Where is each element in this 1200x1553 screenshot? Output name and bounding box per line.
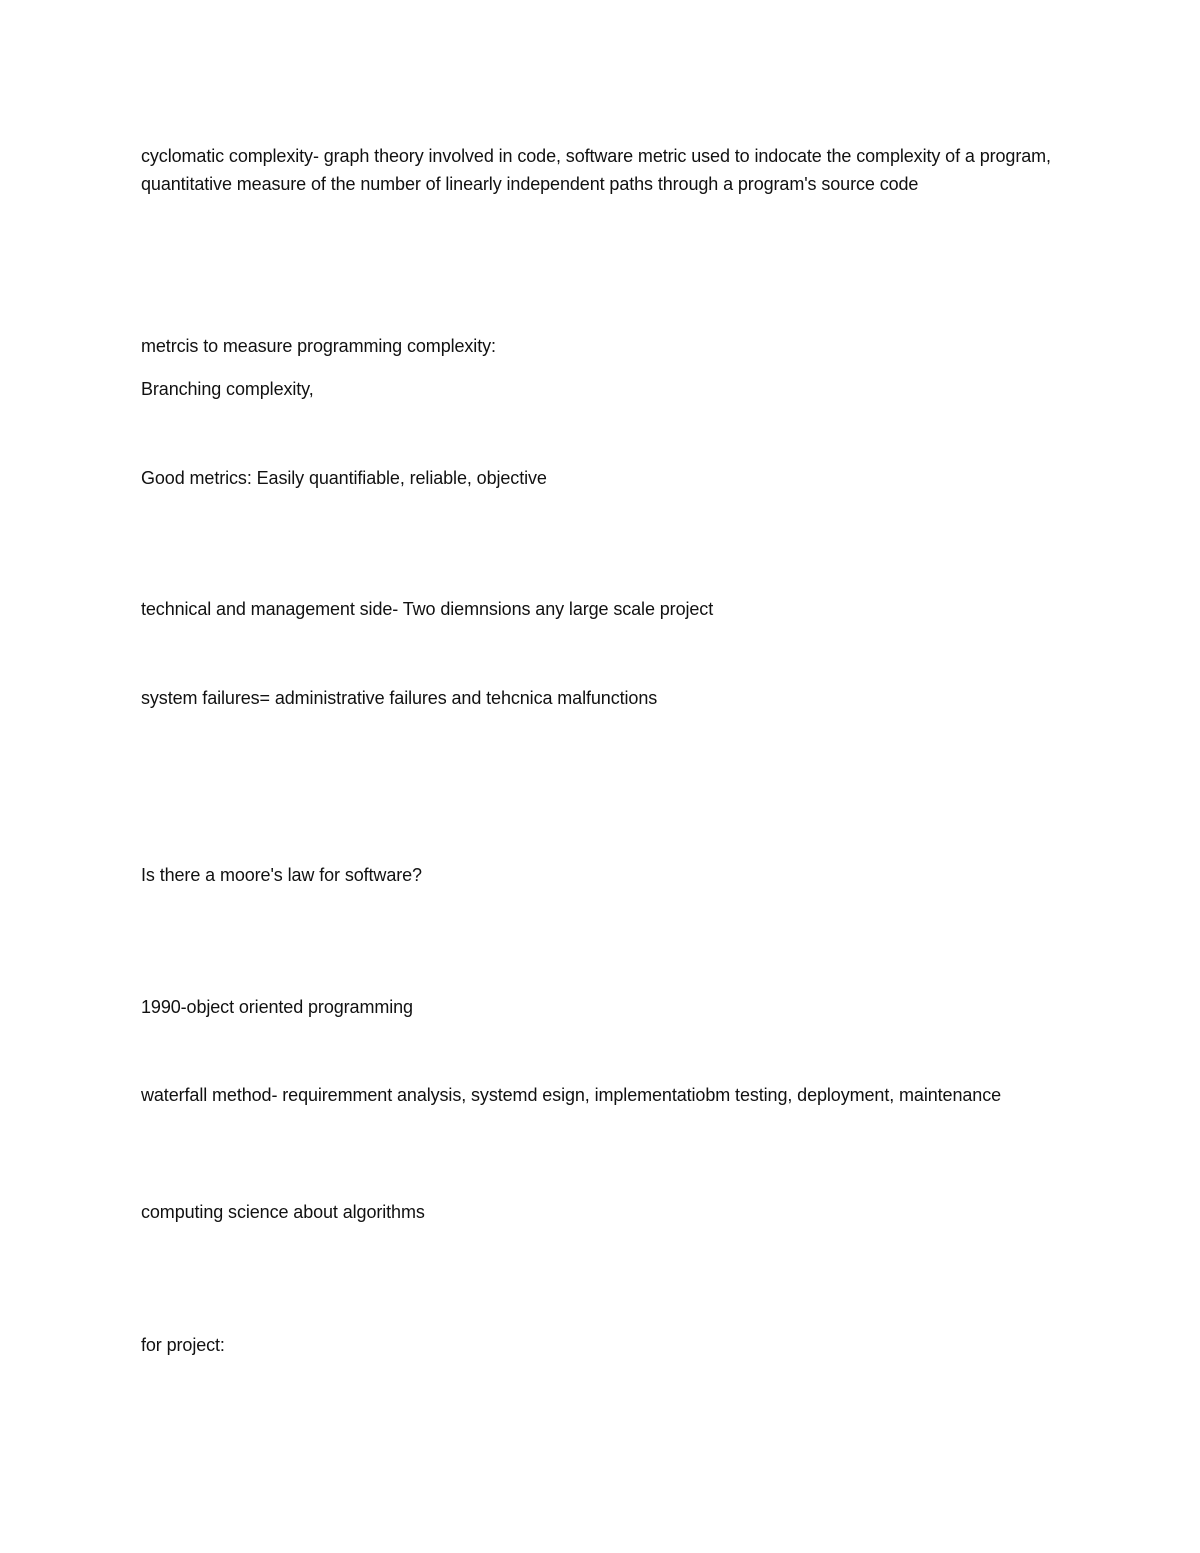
paragraph-good-metrics: Good metrics: Easily quantifiable, reliable, objective	[141, 468, 547, 488]
paragraph-cyclomatic-complexity: cyclomatic complexity- graph theory involved in code, software metric used to indocate the complexity of a program, quantitative measure of the number of linearly independent paths through a program's source code	[141, 146, 1051, 194]
paragraph-branching-complexity: Branching complexity,	[141, 379, 314, 399]
paragraph-waterfall-method: waterfall method- requiremment analysis, systemd esign, implementatiobm testing, deployment, maintenance	[141, 1085, 1002, 1105]
paragraph-computing-science: computing science about algorithms	[141, 1202, 425, 1222]
paragraph-metrics-heading: metrcis to measure programming complexity:	[141, 336, 496, 356]
paragraph-moores-law: Is there a moore's law for software?	[141, 865, 422, 885]
paragraph-oop-1990: 1990-object oriented programming	[141, 997, 413, 1017]
paragraph-for-project: for project:	[141, 1335, 225, 1355]
paragraph-system-failures: system failures= administrative failures and tehcnica malfunctions	[141, 688, 658, 708]
paragraph-technical-management: technical and management side- Two diemnsions any large scale project	[141, 599, 714, 619]
